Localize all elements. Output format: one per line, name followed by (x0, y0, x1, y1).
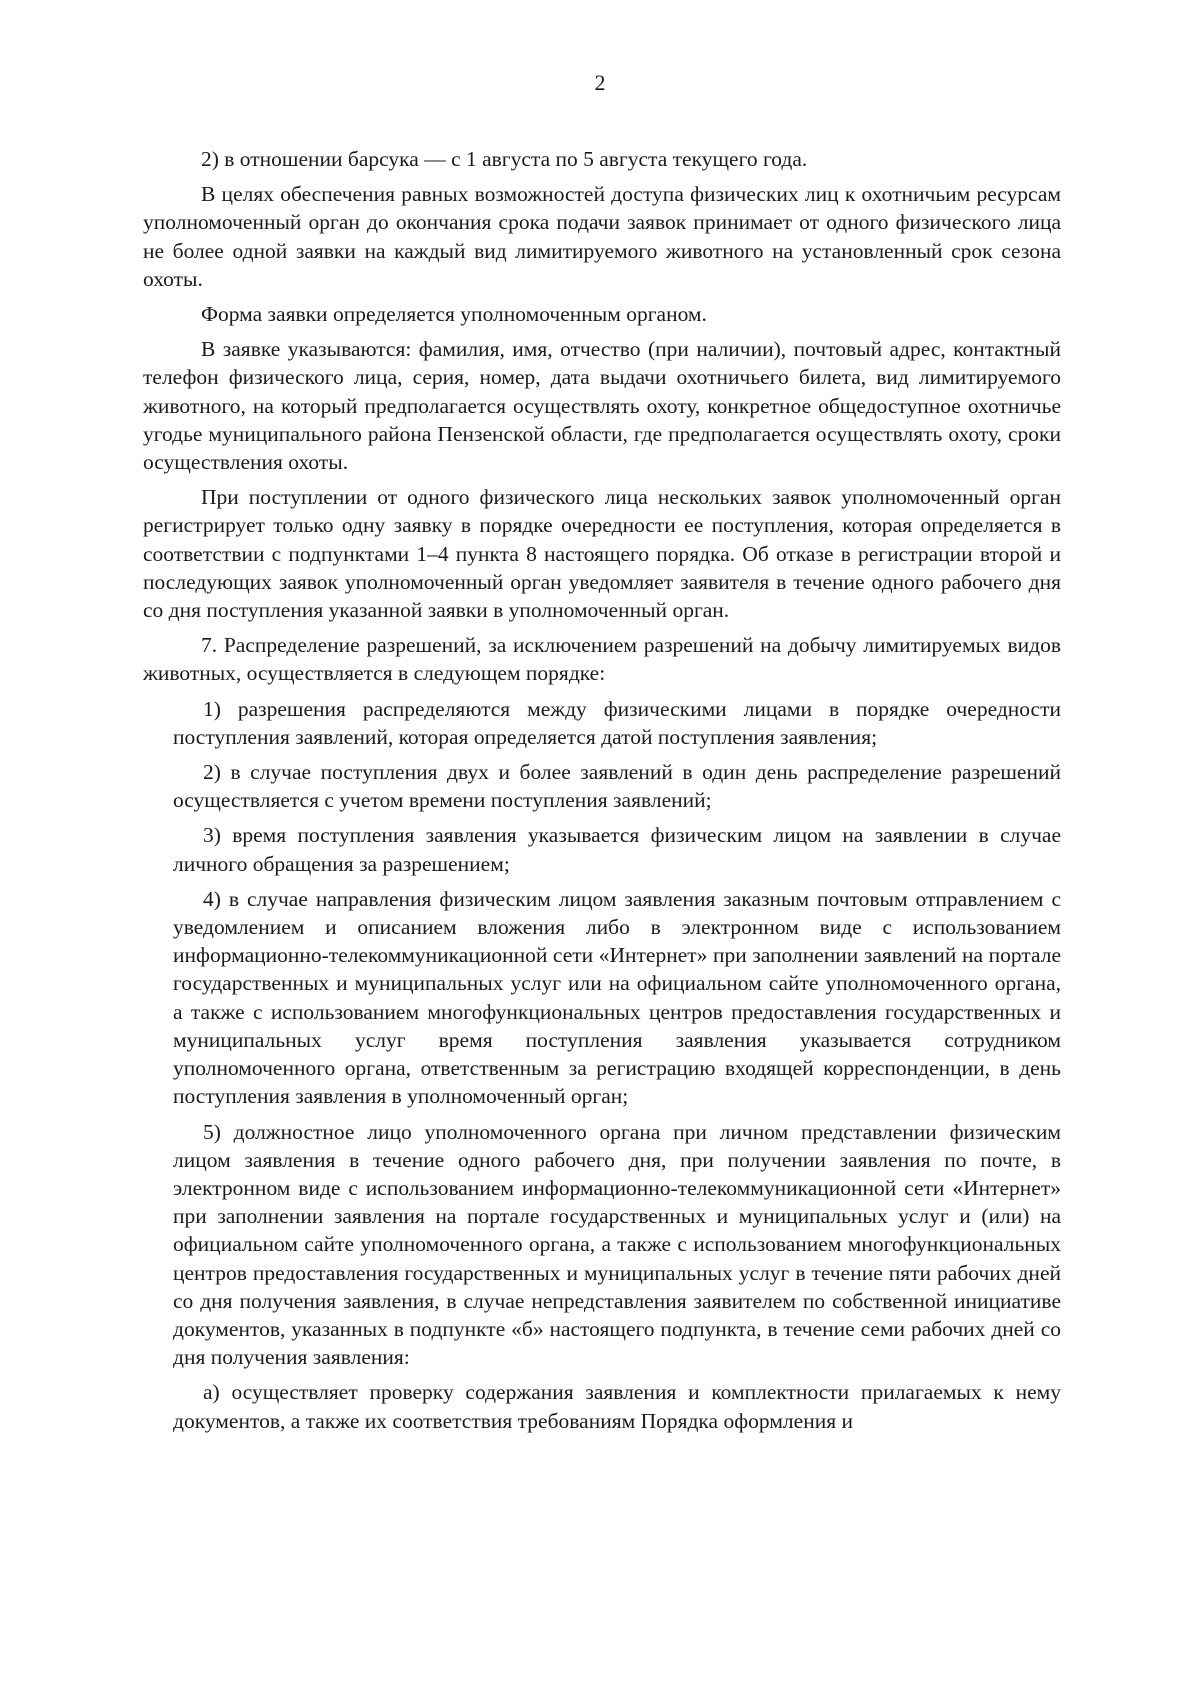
subitem-2: 2) в случае поступления двух и более заявлений в один день распределение разрешений осуществляется с учетом времени поступления заявлений; (173, 760, 1061, 813)
subitem-1: 1) разрешения распределяются между физическими лицами в порядке очередности поступления заявлений, которая определяется датой поступления заявления; (173, 696, 1061, 749)
page-number: 2 (594, 70, 606, 95)
paragraph-application-form: Форма заявки определяется уполномоченным органом. (201, 302, 707, 327)
subitem-3: 3) время поступления заявления указывается физическим лицом на заявлении в случае личного обращения за разрешением; (173, 823, 1061, 876)
paragraph-application-contents: В заявке указываются: фамилия, имя, отчество (при наличии), почтовый адрес, контактный телефон физического лица, серия, номер, дата выдачи охотничьего билета, вид лимитируемого животного, на который предполагается осуществлять охоту, конкретное общедоступное охотничье угодье муниципального района Пензенской области, где предполагается осуществлять охоту, сроки осуществления охоты. (143, 337, 1061, 475)
document-body (143, 145, 1061, 1435)
paragraph-multiple-applications: При поступлении от одного физического лица нескольких заявок уполномоченный орган регистрирует только одну заявку в порядке очередности ее поступления, которая определяется в соответствии с подпунктами 1–4 пункта 8 настоящего порядка. Об отказе в регистрации второй и последующих заявок уполномоченный орган уведомляет заявителя в течение одного рабочего дня со дня поступления указанной заявки в уполномоченный орган. (143, 485, 1061, 623)
subitem-5: 5) должностное лицо уполномоченного органа при личном представлении физическим лицом заявления в течение одного рабочего дня, при получении заявления по почте, в электронном виде с использованием информационно-телекоммуникационной сети «Интернет» при заполнении заявления на портале государственных и муниципальных услуг и (или) на официальном сайте уполномоченного органа, а также с использованием многофункциональных центров предоставления государственных и муниципальных услуг в течение пяти рабочих дней со дня получения заявления, в случае непредставления заявителем по собственной инициативе документов, указанных в подпункте «б» настоящего подпункта, в течение семи рабочих дней со дня получения заявления: (173, 1119, 1061, 1370)
subitem-a: а) осуществляет проверку содержания заявления и комплектности прилагаемых к нему документов, а также их соответствия требованиям Порядка оформления и (173, 1380, 1061, 1433)
subitem-4: 4) в случае направления физическим лицом заявления заказным почтовым отправлением с уведомлением и описанием вложения либо в электронном виде с использованием информационно-телекоммуникационной сети «Интернет» при заполнении заявлений на портале государственных и муниципальных услуг или на официальном сайте уполномоченного органа, а также с использованием многофункциональных центров предоставления государственных и муниципальных услуг время поступления заявления указывается сотрудником уполномоченного органа, ответственным за регистрацию входящей корреспонденции, в день поступления заявления в уполномоченный орган; (173, 886, 1061, 1109)
paragraph-equal-access: В целях обеспечения равных возможностей доступа физических лиц к охотничьим ресурсам уполномоченный орган до окончания срока подачи заявок принимает от одного физического лица не более одной заявки на каждый вид лимитируемого животного на установленный срок сезона охоты. (143, 182, 1061, 291)
paragraph-section-7: 7. Распределение разрешений, за исключением разрешений на добычу лимитируемых видов животных, осуществляется в следующем порядке: (143, 633, 1061, 686)
paragraph-badger-season: 2) в отношении барсука — с 1 августа по 5 августа текущего года. (201, 147, 808, 171)
